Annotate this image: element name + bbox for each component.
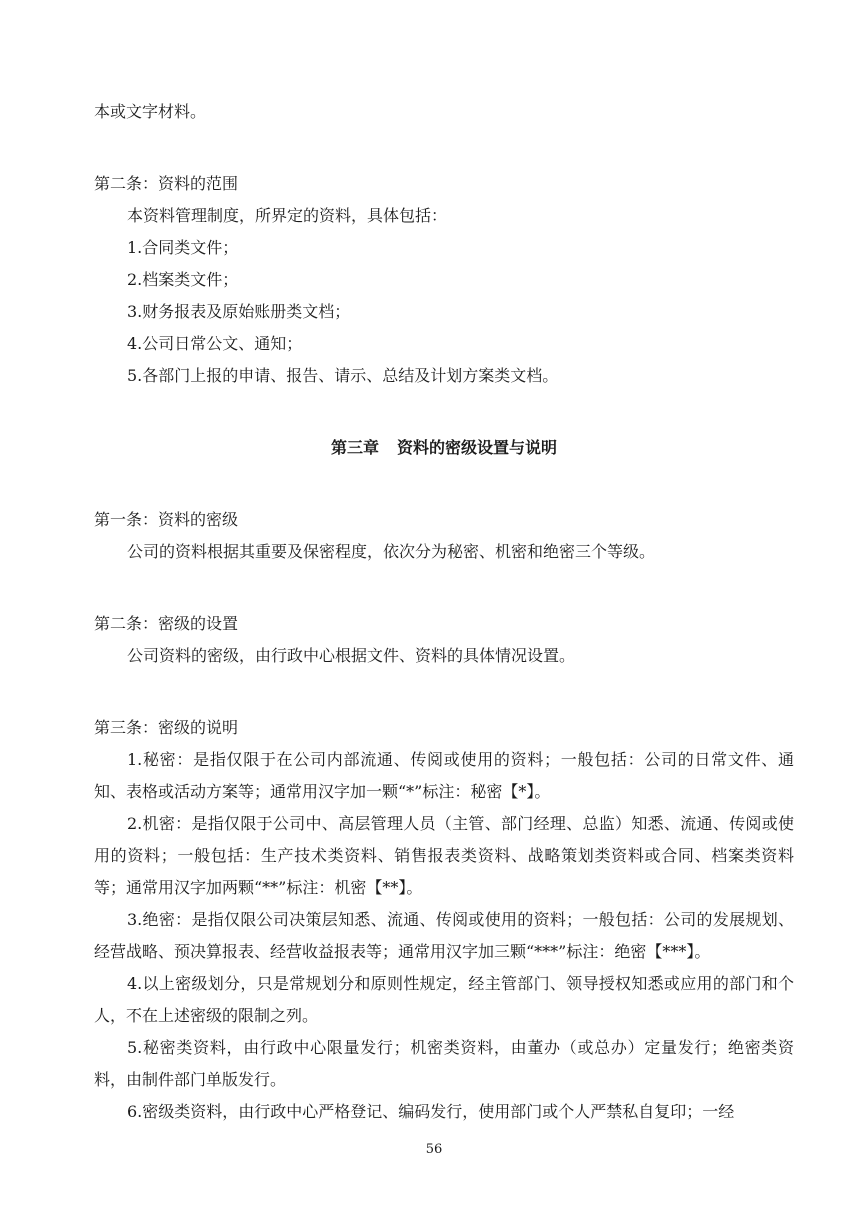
scope-intro: 本资料管理制度，所界定的资料，具体包括：	[127, 206, 448, 225]
explanation-paragraph: 6.密级类资料，由行政中心严格登记、编码发行，使用部门或个人严禁私自复印；一经	[127, 1102, 735, 1121]
page-body	[94, 96, 794, 1128]
article-body: 公司资料的密级，由行政中心根据文件、资料的具体情况设置。	[127, 646, 576, 665]
explanation-paragraph: 5.秘密类资料，由行政中心限量发行；机密类资料，由董办（或总办）定量发行；绝密类资料，由制件部门单版发行。	[94, 1038, 794, 1089]
explanation-paragraph: 2.机密：是指仅限于公司中、高层管理人员（主管、部门经理、总监）知悉、流通、传阅或使用的资料；一般包括：生产技术类资料、销售报表类资料、战略策划类资料或合同、档案类资料等；通常用汉字加两颗“**”标注：机密【**】。	[94, 814, 794, 897]
explanation-paragraph: 4.以上密级划分，只是常规划分和原则性规定，经主管部门、领导授权知悉或应用的部门和个人，不在上述密级的限制之列。	[94, 974, 794, 1025]
scope-item: 1.合同类文件；	[127, 238, 239, 257]
article-heading-setting: 第二条：密级的设置	[94, 614, 239, 633]
explanation-paragraph: 1.秘密：是指仅限于在公司内部流通、传阅或使用的资料；一般包括：公司的日常文件、通知、表格或活动方案等；通常用汉字加一颗“*”标注：秘密【*】。	[94, 750, 794, 801]
scope-item: 4.公司日常公文、通知；	[127, 334, 303, 353]
chapter-number: 第三章	[330, 438, 379, 457]
chapter-heading	[94, 432, 794, 464]
article-heading-scope: 第二条：资料的范围	[94, 174, 239, 193]
chapter-title: 资料的密级设置与说明	[397, 438, 558, 457]
article-heading-classification: 第一条：资料的密级	[94, 510, 239, 529]
continuation-text: 本或文字材料。	[94, 102, 207, 121]
explanation-paragraph: 3.绝密：是指仅限公司决策层知悉、流通、传阅或使用的资料；一般包括：公司的发展规划、经营战略、预决算报表、经营收益报表等；通常用汉字加三颗“***”标注：绝密【***】。	[94, 910, 794, 961]
article-body: 公司的资料根据其重要及保密程度，依次分为秘密、机密和绝密三个等级。	[127, 542, 656, 561]
page-number: 56	[425, 1142, 443, 1157]
scope-item: 5.各部门上报的申请、报告、请示、总结及计划方案类文档。	[127, 366, 559, 385]
article-heading-explanation: 第三条：密级的说明	[94, 718, 239, 737]
scope-item: 3.财务报表及原始账册类文档；	[127, 302, 351, 321]
scope-item: 2.档案类文件；	[127, 270, 239, 289]
